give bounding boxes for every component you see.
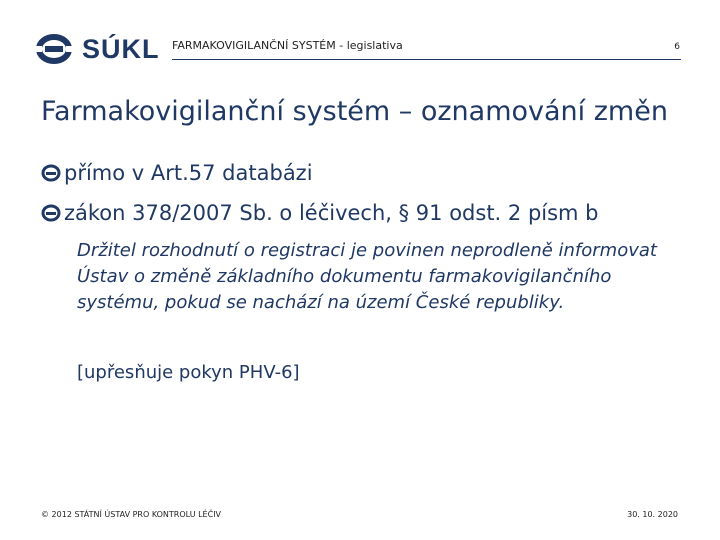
bullet-item (41, 201, 599, 225)
footer-copyright: © 2012 STÁTNÍ ÚSTAV PRO KONTROLU LÉČIV (41, 510, 222, 519)
sukl-logo (36, 33, 160, 65)
header-divider (172, 59, 681, 60)
slide-title: Farmakovigilanční systém – oznamování změn (41, 96, 668, 127)
bullet-text: zákon 378/2007 Sb. o léčivech, § 91 odst. 2 písm b (64, 201, 599, 225)
header-title: FARMAKOVIGILANČNÍ SYSTÉM - legislativa (172, 39, 403, 52)
logo-text: SÚKL (82, 33, 160, 64)
footer-date: 30. 10. 2020 (627, 510, 678, 519)
law-quote: Držitel rozhodnutí o registraci je povinen neprodleně informovat Ústav o změně základního dokumentu farmakovigilančního systému, pokud se nachází na území České republiky. (77, 240, 657, 313)
page-number: 6 (674, 42, 680, 52)
bullet-text: přímo v Art.57 databázi (64, 161, 313, 185)
bullet-item (41, 161, 313, 185)
ring-bullet-icon (41, 163, 61, 183)
sukl-logo-icon (36, 33, 72, 65)
ring-bullet-icon (41, 203, 61, 223)
reference-note: [upřesňuje pokyn PHV-6] (77, 362, 300, 383)
